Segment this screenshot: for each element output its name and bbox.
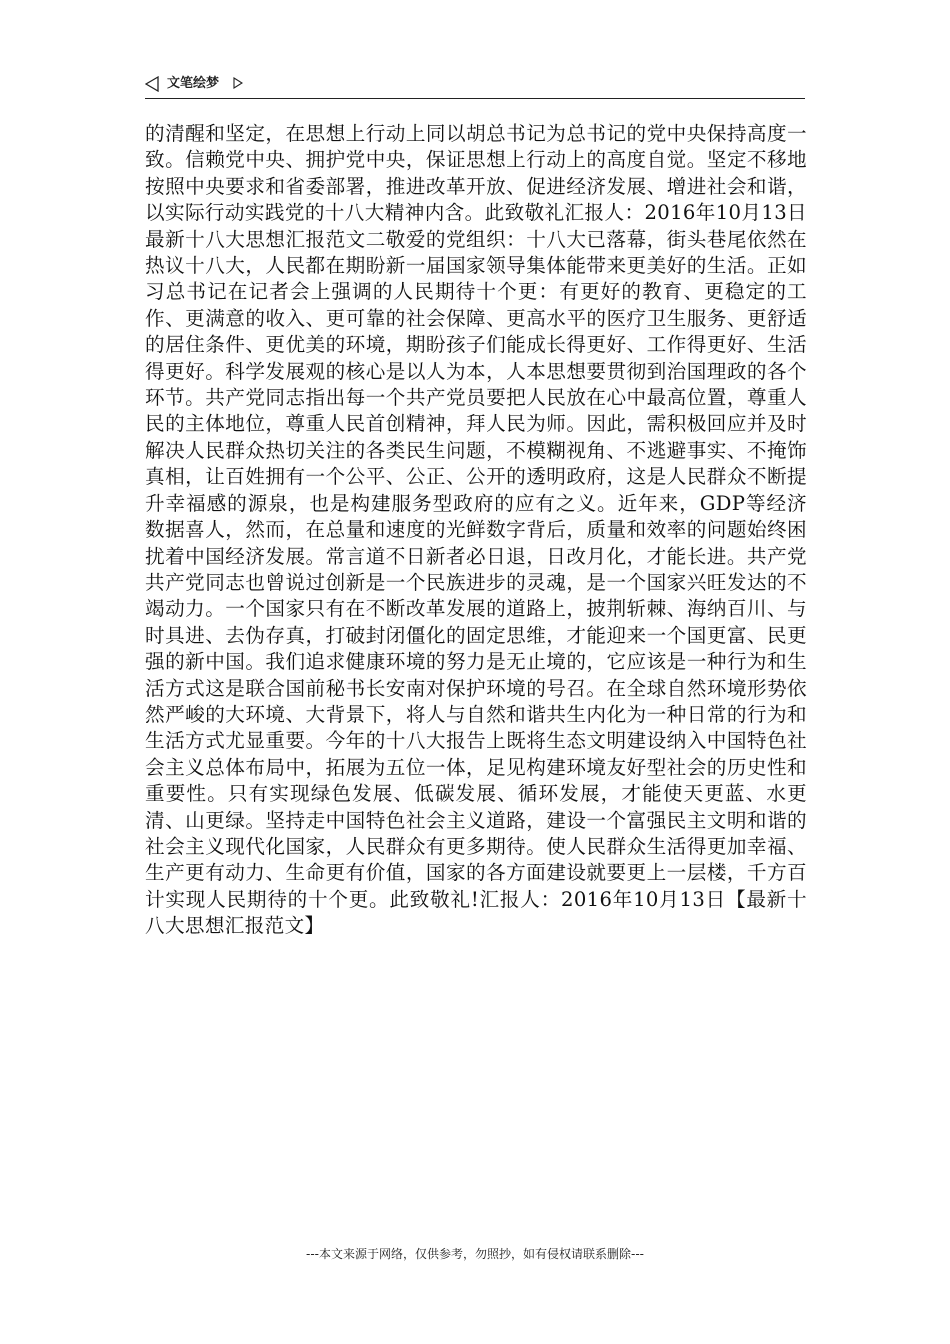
- page-header: [145, 72, 805, 99]
- triangle-left-icon: [145, 76, 159, 92]
- document-body-text: 的清醒和坚定，在思想上行动上同以胡总书记为总书记的党中央保持高度一致。信赖党中央、拥护党中央，保证思想上行动上的高度自觉。坚定不移地按照中央要求和省委部署，推进改革开放、促进经济发展、增进社会和谐，以实际行动实践党的十八大精神内含。此致敬礼汇报人：2016年10月13日最新十八大思想汇报范文二敬爱的党组织：十八大已落幕，街头巷尾依然在热议十八大，人民都在期盼新一届国家领导集体能带来更美好的生活。正如习总书记在记者会上强调的人民期待十个更：有更好的教育、更稳定的工作、更满意的收入、更可靠的社会保障、更高水平的医疗卫生服务、更舒适的居住条件、更优美的环境，期盼孩子们能成长得更好、工作得更好、生活得更好。科学发展观的核心是以人为本，人本思想要贯彻到治国理政的各个环节。共产党同志指出每一个共产党员要把人民放在心中最高位置，尊重人民的主体地位，尊重人民首创精神，拜人民为师。因此，需积极回应并及时解决人民群众热切关注的各类民生问题，不模糊视角、不逃避事实、不掩饰真相，让百姓拥有一个公平、公正、公开的透明政府，这是人民群众不断提升幸福感的源泉，也是构建服务型政府的应有之义。近年来，GDP等经济数据喜人，然而，在总量和速度的光鲜数字背后，质量和效率的问题始终困扰着中国经济发展。常言道不日新者必日退，日改月化，才能长进。共产党共产党同志也曾说过创新是一个民族进步的灵魂，是一个国家兴旺发达的不竭动力。一个国家只有在不断改革发展的道路上，披荆斩棘、海纳百川、与时具进、去伪存真，打破封闭僵化的固定思维，才能迎来一个国更富、民更强的新中国。我们追求健康环境的努力是无止境的，它应该是一种行为和生活方式这是联合国前秘书长安南对保护环境的号召。在全球自然环境形势依然严峻的大环境、大背景下，将人与自然和谐共生内化为一种日常的行为和生活方式尤显重要。今年的十八大报告上既将生态文明建设纳入中国特色社会主义总体布局中，拓展为五位一体，足见构建环境友好型社会的历史性和重要性。只有实现绿色发展、低碳发展、循环发展，才能使天更蓝、水更清、山更绿。坚持走中国特色社会主义道路，建设一个富强民主文明和谐的社会主义现代化国家，人民群众有更多期待。使人民群众生活得更加幸福、生产更有动力、生命更有价值，国家的各方面建设就要更上一层楼，千方百计实现人民期待的十个更。此致敬礼!汇报人：2016年10月13日【最新十八大思想汇报范文】: [145, 122, 807, 938]
- page-footer-disclaimer: ---本文来源于网络，仅供参考，勿照抄，如有侵权请联系删除---: [306, 1247, 644, 1261]
- triangle-right-icon: [233, 77, 243, 89]
- brand-title: 文笔绘梦: [167, 76, 220, 91]
